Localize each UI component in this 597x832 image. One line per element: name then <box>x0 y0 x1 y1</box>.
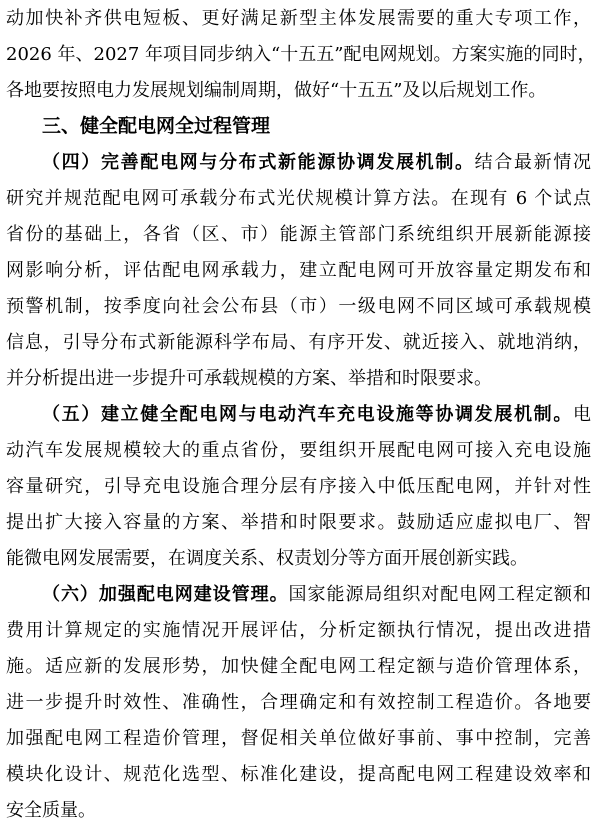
text-line: 能微电网发展需要，在调度关系、权责划分等方面开展创新实践。 <box>6 548 528 569</box>
paragraph-first-line <box>42 578 591 611</box>
paragraph-title: （六）加强配电网建设管理。 <box>42 584 289 605</box>
text-line: 施。适应新的发展形势，加快健全配电网工程定额与造价管理体系， <box>6 656 591 677</box>
text-line: 信息，引导分布式新能源科学布局、有序开发、就近接入、就地消纳， <box>6 332 591 353</box>
text-line: 模块化设计、规范化选型、标准化建设，提高配电网工程建设效率和 <box>6 764 591 785</box>
text-line: 容量研究，引导充电设施合理分层有序接入中低压配电网，并针对性 <box>6 476 591 497</box>
text-line: 研究并规范配电网可承载分布式光伏规模计算方法。在现有 6 个试点 <box>6 188 591 209</box>
paragraph-text: 国家能源局组织对配电网工程定额和 <box>288 584 592 605</box>
paragraph-text: 电 <box>573 404 591 425</box>
text-line: 2026 年、2027 年项目同步纳入“十五五”配电网规划。方案实施的同时， <box>6 44 596 65</box>
text-line: 提出扩大接入容量的方案、举措和时限要求。鼓励适应虚拟电厂、智 <box>6 512 591 533</box>
paragraph-first-line <box>42 146 591 179</box>
text-line: 预警机制，按季度向社会公布县（市）一级电网不同区域可承载规模 <box>6 296 591 317</box>
text-line: 安全质量。 <box>6 800 96 821</box>
text-line: 动汽车发展规模较大的重点省份，要组织开展配电网可接入充电设施 <box>6 440 591 461</box>
text-line: 网影响分析，评估配电网承载力，建立配电网可开放容量定期发布和 <box>6 260 591 281</box>
text-line: 省份的基础上，各省（区、市）能源主管部门系统组织开展新能源接 <box>6 224 591 245</box>
paragraph-first-line <box>42 398 591 431</box>
text-line: 各地要按照电力发展规划编制周期，做好“十五五”及以后规划工作。 <box>6 80 547 101</box>
paragraph-title: （四）完善配电网与分布式新能源协调发展机制。 <box>42 152 475 173</box>
section-heading: 三、健全配电网全过程管理 <box>42 115 271 137</box>
text-line: 进一步提升时效性、准确性，合理确定和有效控制工程造价。各地要 <box>6 692 591 713</box>
text-line: 动加快补齐供电短板、更好满足新型主体发展需要的重大专项工作， <box>6 8 591 29</box>
paragraph-text: 结合最新情况 <box>474 152 592 173</box>
text-line: 费用计算规定的实施情况开展评估，分析定额执行情况，提出改进措 <box>6 620 591 641</box>
text-line: 并分析提出进一步提升可承载规模的方案、举措和时限要求。 <box>6 368 492 389</box>
paragraph-title: （五）建立健全配电网与电动汽车充电设施等协调发展机制。 <box>42 404 573 425</box>
text-line: 加强配电网工程造价管理，督促相关单位做好事前、事中控制，完善 <box>6 728 591 749</box>
